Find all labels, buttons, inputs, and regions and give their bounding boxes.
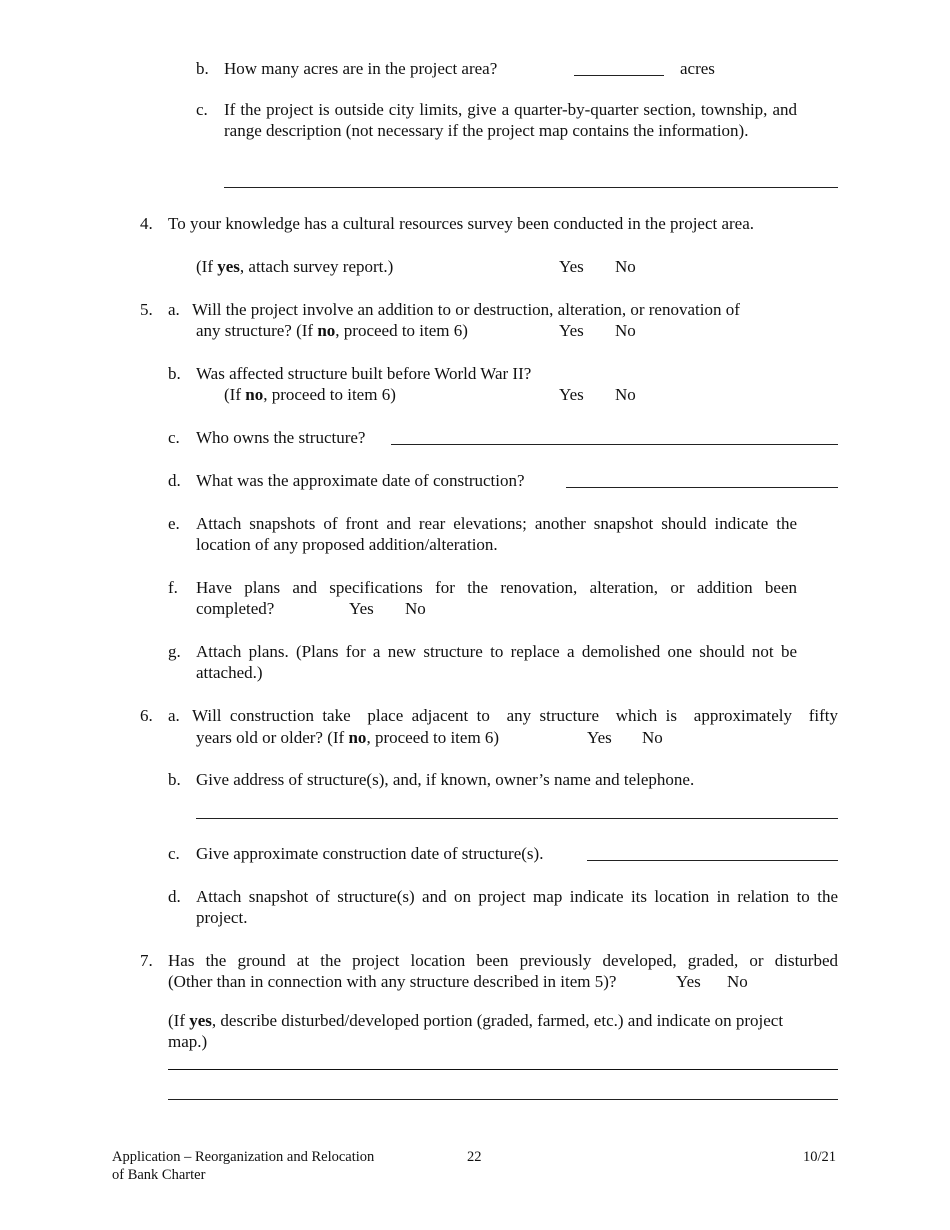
q5b-question-line1: Was affected structure built before World War II? — [196, 364, 532, 383]
q5-number: 5. — [140, 300, 153, 319]
q5b-question-line2: (If no, proceed to item 6) — [224, 385, 396, 404]
q5a-no-option[interactable]: No — [615, 321, 636, 340]
q5d-question: What was the approximate date of construction? — [196, 471, 525, 490]
q4-question: To your knowledge has a cultural resources survey been conducted in the project area. — [168, 214, 755, 233]
q5e-letter: e. — [168, 514, 180, 533]
q6a-yes-option[interactable]: Yes — [587, 728, 612, 747]
q5f-yes-option[interactable]: Yes — [349, 599, 374, 618]
q7-note: (If yes, describe disturbed/developed portion (graded, farmed, etc.) and indicate on project map.) — [168, 1011, 784, 1051]
q5e-instruction: Attach snapshots of front and rear elevations; another snapshot should indicate the location of any proposed addition/alteration. — [196, 514, 797, 554]
q6a-question-line1: Will construction take place adjacent to any structure which is approximately fifty — [192, 706, 838, 725]
footer-page-number: 22 — [467, 1149, 482, 1165]
q5b-letter: b. — [168, 364, 181, 383]
q7-question-line1: Has the ground at the project location been previously developed, graded, or disturbed — [168, 951, 838, 970]
q5f-letter: f. — [168, 578, 178, 597]
q5c-letter: c. — [168, 428, 180, 447]
q4-note: (If yes, attach survey report.) — [196, 257, 394, 276]
q6a-question-line2: years old or older? (If no, proceed to item 6) — [196, 728, 500, 747]
q6c-question: Give approximate construction date of structure(s). — [196, 844, 544, 863]
q5b-yes-option[interactable]: Yes — [559, 385, 584, 404]
q4-yes-option[interactable]: Yes — [559, 257, 584, 276]
q3c-letter: c. — [196, 100, 208, 119]
q5a-letter: a. — [168, 300, 180, 319]
q5d-letter: d. — [168, 471, 181, 490]
q6a-no-option[interactable]: No — [642, 728, 663, 747]
q7-question-line2: (Other than in connection with any structure described in item 5)? — [168, 972, 617, 991]
q5g-letter: g. — [168, 642, 181, 661]
disturbed-description-line-1[interactable] — [168, 1069, 838, 1070]
structure-date-input-line[interactable] — [587, 860, 838, 861]
q6a-letter: a. — [168, 706, 180, 725]
q5a-question-line2: any structure? (If no, proceed to item 6) — [196, 321, 468, 340]
q5f-question-line2: completed? — [196, 599, 275, 618]
q7-number: 7. — [140, 951, 153, 970]
q6c-letter: c. — [168, 844, 180, 863]
acres-input-line[interactable] — [574, 75, 664, 76]
q6d-instruction: Attach snapshot of structure(s) and on project map indicate its location in relation to the project. — [196, 887, 838, 927]
q5f-no-option[interactable]: No — [405, 599, 426, 618]
q5a-question-line1: Will the project involve an addition to or destruction, alteration, or renovation of — [192, 300, 740, 319]
q5a-yes-option[interactable]: Yes — [559, 321, 584, 340]
construction-date-input-line[interactable] — [566, 487, 838, 488]
q7-yes-option[interactable]: Yes — [676, 972, 701, 991]
q4-no-option[interactable]: No — [615, 257, 636, 276]
footer-document-title: Application – Reorganization and Relocation of Bank Charter — [112, 1149, 375, 1183]
q3b-question: How many acres are in the project area? — [224, 59, 498, 78]
acres-unit: acres — [680, 59, 715, 78]
footer-revision-date: 10/21 — [803, 1149, 837, 1165]
q5c-question: Who owns the structure? — [196, 428, 366, 447]
disturbed-description-line-2[interactable] — [168, 1099, 838, 1100]
structure-owner-input-line[interactable] — [391, 444, 838, 445]
q6b-question: Give address of structure(s), and, if known, owner’s name and telephone. — [196, 770, 695, 789]
q4-number: 4. — [140, 214, 153, 233]
q7-no-option[interactable]: No — [727, 972, 748, 991]
q6b-letter: b. — [168, 770, 181, 789]
q6d-letter: d. — [168, 887, 181, 906]
q5f-question-line1: Have plans and specifications for the renovation, alteration, or addition been — [196, 578, 797, 597]
q5g-instruction: Attach plans. (Plans for a new structure to replace a demolished one should not be attached.) — [196, 642, 797, 682]
q3c-question: If the project is outside city limits, give a quarter-by-quarter section, township, and range description (not necessary if the project map contains the information). — [224, 100, 797, 140]
q5b-no-option[interactable]: No — [615, 385, 636, 404]
q3b-letter: b. — [196, 59, 209, 78]
structure-address-input-line[interactable] — [196, 818, 838, 819]
q6-number: 6. — [140, 706, 153, 725]
q3c-answer-line[interactable] — [224, 187, 838, 188]
